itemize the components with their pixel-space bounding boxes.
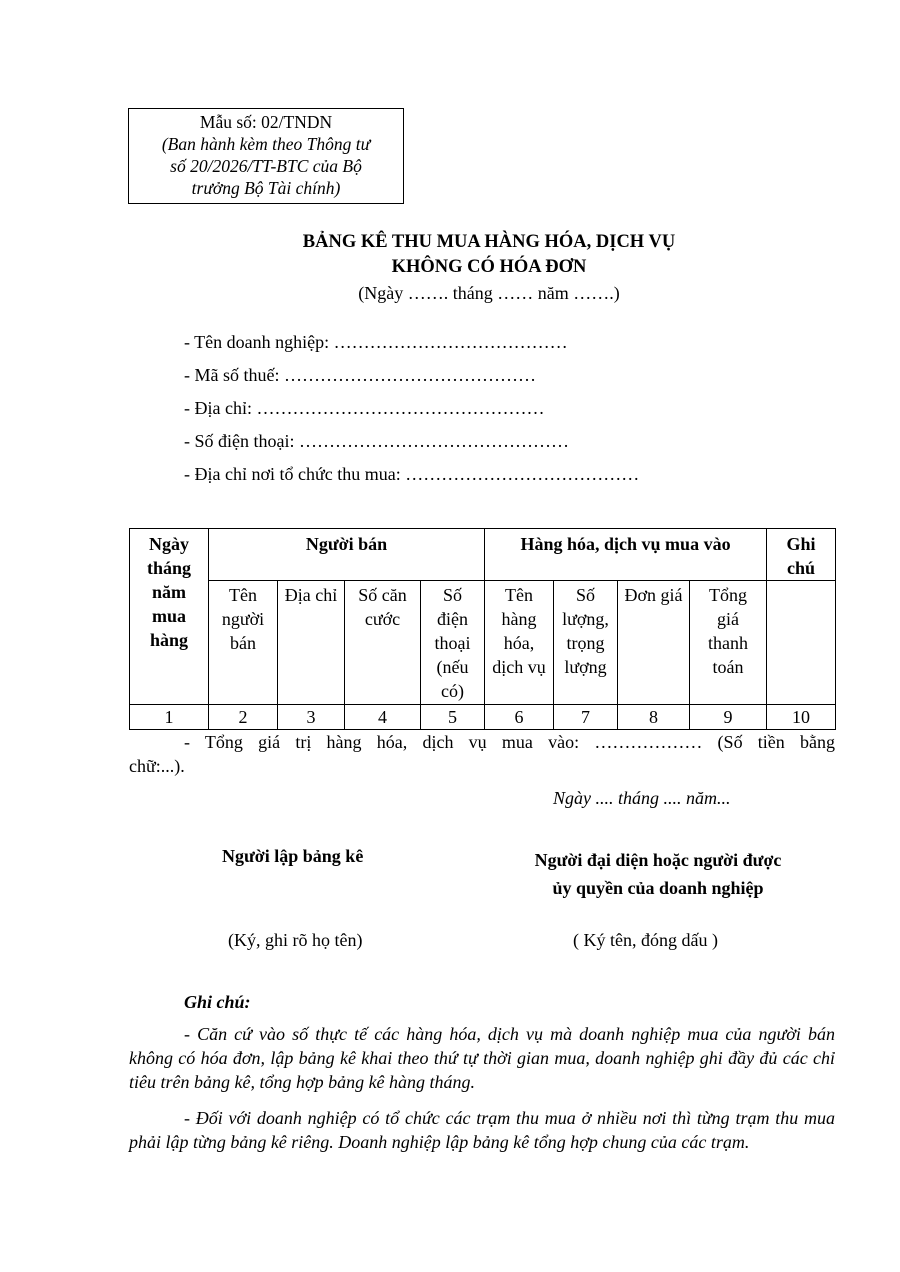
col-goods-total-header: Tổng giá thanh toán	[690, 581, 767, 705]
col-note-header: Ghi chú	[767, 529, 836, 581]
col-goods-qty-header: Số lượng, trọng lượng	[554, 581, 618, 705]
document-title-line-1: BẢNG KÊ THU MUA HÀNG HÓA, DỊCH VỤ	[302, 232, 676, 252]
total-value-line-2: chữ:...).	[129, 756, 185, 776]
preparer-sign-note: (Ký, ghi rõ họ tên)	[228, 930, 363, 950]
col-seller-name-header: Tên người bán	[209, 581, 278, 705]
company-name-field: - Tên doanh nghiệp: …………………………………	[184, 332, 568, 352]
form-issuance-line-3: trưởng Bộ Tài chính)	[191, 178, 341, 198]
col-goods-price-header: Đơn giá	[618, 581, 690, 705]
column-number: 8	[618, 705, 690, 730]
form-code-box	[128, 108, 404, 204]
col-note-empty	[767, 581, 836, 705]
column-number: 3	[278, 705, 345, 730]
preparer-title: Người lập bảng kê	[222, 846, 364, 866]
col-seller-id-header: Số căn cước	[345, 581, 421, 705]
group-seller-header: Người bán	[209, 529, 485, 581]
form-code: Mẫu số: 02/TNDN	[199, 112, 333, 132]
total-value-line-1: - Tổng giá trị hàng hóa, dịch vụ mua vào: ……………… (Số tiền bằng	[184, 732, 835, 752]
column-number: 6	[485, 705, 554, 730]
column-number: 5	[421, 705, 485, 730]
form-issuance-line-1: (Ban hành kèm theo Thông tư	[161, 134, 371, 154]
note-paragraph-1: - Căn cứ vào số thực tế các hàng hóa, dịch vụ mà doanh nghiệp mua của người bán không có hóa đơn, lập bảng kê khai theo thứ tự thời gian mua, doanh nghiệp ghi đầy đủ các chỉ tiêu trên bảng kê, tổng hợp bảng kê hàng tháng.	[129, 1024, 835, 1092]
col-seller-address-header: Địa chỉ	[278, 581, 345, 705]
document-title-line-2: KHÔNG CÓ HÓA ĐƠN	[391, 257, 587, 277]
group-goods-header: Hàng hóa, dịch vụ mua vào	[485, 529, 767, 581]
purchase-table	[129, 528, 836, 730]
notes-title: Ghi chú:	[184, 992, 251, 1012]
signature-date: Ngày .... tháng .... năm...	[553, 788, 731, 808]
column-number: 1	[130, 705, 209, 730]
representative-sign-note: ( Ký tên, đóng dấu )	[573, 930, 718, 950]
purchase-address-field: - Địa chỉ nơi tổ chức thu mua: …………………………………	[184, 464, 640, 484]
note-paragraph-2: - Đối với doanh nghiệp có tổ chức các trạm thu mua ở nhiều nơi thì từng trạm thu mua phải lập từng bảng kê riêng. Doanh nghiệp lập bảng kê tổng hợp chung của các trạm.	[129, 1108, 835, 1152]
column-number: 10	[767, 705, 836, 730]
column-number: 2	[209, 705, 278, 730]
representative-title: Người đại diện hoặc người được ủy quyền của doanh nghiệp	[534, 850, 782, 898]
document-date-line: (Ngày ……. tháng …… năm …….)	[358, 283, 620, 303]
col-purchase-date-header: Ngày tháng năm mua hàng	[130, 529, 209, 705]
col-goods-name-header: Tên hàng hóa, dịch vụ	[485, 581, 554, 705]
col-seller-phone-header: Số điện thoại (nếu có)	[421, 581, 485, 705]
phone-field: - Số điện thoại: ………………………………………	[184, 431, 569, 451]
tax-code-field: - Mã số thuế: ……………………………………	[184, 365, 536, 385]
column-number: 9	[690, 705, 767, 730]
column-number-row	[130, 705, 836, 730]
column-number: 7	[554, 705, 618, 730]
form-issuance-line-2: số 20/2026/TT-BTC của Bộ	[170, 156, 362, 176]
address-field: - Địa chỉ: …………………………………………	[184, 398, 545, 418]
column-number: 4	[345, 705, 421, 730]
